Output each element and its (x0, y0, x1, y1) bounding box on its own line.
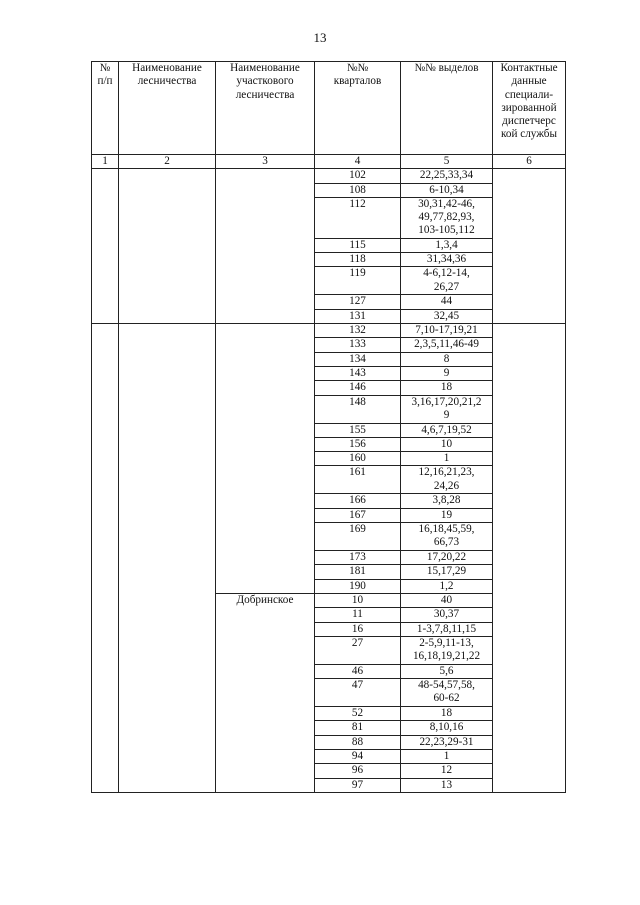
table-row (92, 324, 566, 338)
forestry-cell (119, 169, 216, 324)
allotment-numbers: 1 (401, 452, 493, 466)
quarter-number: 81 (315, 721, 401, 735)
page-number: 13 (313, 30, 327, 45)
quarter-number: 46 (315, 664, 401, 678)
quarter-number: 134 (315, 352, 401, 366)
allotment-numbers: 1-3,7,8,11,15 (401, 622, 493, 636)
allotment-numbers: 2-5,9,11-13, 16,18,19,21,22 (401, 636, 493, 664)
quarter-number: 96 (315, 764, 401, 778)
header-cell: № п/п (92, 62, 119, 155)
allotment-numbers: 18 (401, 707, 493, 721)
quarter-number: 161 (315, 466, 401, 494)
allotment-numbers: 16,18,45,59, 66,73 (401, 523, 493, 551)
allotment-numbers: 8,10,16 (401, 721, 493, 735)
quarter-number: 112 (315, 197, 401, 238)
quarter-number: 131 (315, 309, 401, 323)
allotment-numbers: 8 (401, 352, 493, 366)
quarter-number: 166 (315, 494, 401, 508)
allotment-numbers: 2,3,5,11,46-49 (401, 338, 493, 352)
allotment-numbers: 4,6,7,19,52 (401, 423, 493, 437)
allotment-numbers: 19 (401, 508, 493, 522)
quarter-number: 102 (315, 169, 401, 183)
allotment-numbers: 1,3,4 (401, 238, 493, 252)
quarter-number: 94 (315, 750, 401, 764)
allotment-numbers: 3,16,17,20,21,2 9 (401, 395, 493, 423)
column-number-row (92, 155, 566, 169)
allotment-numbers: 15,17,29 (401, 565, 493, 579)
allotment-numbers: 17,20,22 (401, 551, 493, 565)
quarter-number: 143 (315, 366, 401, 380)
district-forestry-cell (216, 324, 315, 594)
header-cell: Контактные данные специали- зированной диспетчерс кой службы (493, 62, 566, 155)
table-row (92, 169, 566, 183)
allotment-numbers: 22,23,29-31 (401, 735, 493, 749)
forestry-cell (119, 324, 216, 793)
allotment-numbers: 48-54,57,58, 60-62 (401, 679, 493, 707)
quarter-number: 148 (315, 395, 401, 423)
column-number: 6 (493, 155, 566, 169)
quarter-number: 146 (315, 381, 401, 395)
quarter-number: 133 (315, 338, 401, 352)
quarter-number: 181 (315, 565, 401, 579)
header-cell: Наименование участкового лесничества (216, 62, 315, 155)
column-number: 4 (315, 155, 401, 169)
district-forestry-cell: Добринское (216, 593, 315, 792)
allotment-numbers: 30,31,42-46, 49,77,82,93, 103-105,112 (401, 197, 493, 238)
header-cell: №№ выделов (401, 62, 493, 155)
allotment-numbers: 5,6 (401, 664, 493, 678)
quarter-number: 52 (315, 707, 401, 721)
dispatch-contacts-cell (493, 169, 566, 324)
allotment-numbers: 1 (401, 750, 493, 764)
quarter-number: 88 (315, 735, 401, 749)
quarter-number: 173 (315, 551, 401, 565)
quarter-number: 119 (315, 267, 401, 295)
quarter-number: 16 (315, 622, 401, 636)
allotment-numbers: 22,25,33,34 (401, 169, 493, 183)
allotment-numbers: 31,34,36 (401, 253, 493, 267)
quarter-number: 156 (315, 437, 401, 451)
allotment-numbers: 6-10,34 (401, 183, 493, 197)
quarter-number: 155 (315, 423, 401, 437)
header-row (92, 62, 566, 155)
allotment-numbers: 10 (401, 437, 493, 451)
allotment-numbers: 18 (401, 381, 493, 395)
forestry-table (91, 61, 566, 793)
quarter-number: 190 (315, 579, 401, 593)
allotment-numbers: 40 (401, 593, 493, 607)
allotment-numbers: 1,2 (401, 579, 493, 593)
quarter-number: 127 (315, 295, 401, 309)
quarter-number: 169 (315, 523, 401, 551)
quarter-number: 118 (315, 253, 401, 267)
quarter-number: 10 (315, 593, 401, 607)
quarter-number: 97 (315, 778, 401, 792)
column-number: 5 (401, 155, 493, 169)
allotment-numbers: 3,8,28 (401, 494, 493, 508)
district-forestry-cell (216, 169, 315, 324)
allotment-numbers: 30,37 (401, 608, 493, 622)
allotment-numbers: 12 (401, 764, 493, 778)
column-number: 3 (216, 155, 315, 169)
serial-number-cell (92, 169, 119, 324)
allotment-numbers: 7,10-17,19,21 (401, 324, 493, 338)
quarter-number: 132 (315, 324, 401, 338)
quarter-number: 108 (315, 183, 401, 197)
table-body (92, 169, 566, 793)
allotment-numbers: 9 (401, 366, 493, 380)
allotment-numbers: 44 (401, 295, 493, 309)
column-number: 1 (92, 155, 119, 169)
allotment-numbers: 32,45 (401, 309, 493, 323)
dispatch-contacts-cell (493, 324, 566, 793)
quarter-number: 27 (315, 636, 401, 664)
header-cell: Наименование лесничества (119, 62, 216, 155)
quarter-number: 11 (315, 608, 401, 622)
column-number: 2 (119, 155, 216, 169)
allotment-numbers: 4-6,12-14, 26,27 (401, 267, 493, 295)
serial-number-cell (92, 324, 119, 793)
quarter-number: 115 (315, 238, 401, 252)
quarter-number: 47 (315, 679, 401, 707)
allotment-numbers: 12,16,21,23, 24,26 (401, 466, 493, 494)
allotment-numbers: 13 (401, 778, 493, 792)
quarter-number: 167 (315, 508, 401, 522)
header-cell: №№ кварталов (315, 62, 401, 155)
quarter-number: 160 (315, 452, 401, 466)
